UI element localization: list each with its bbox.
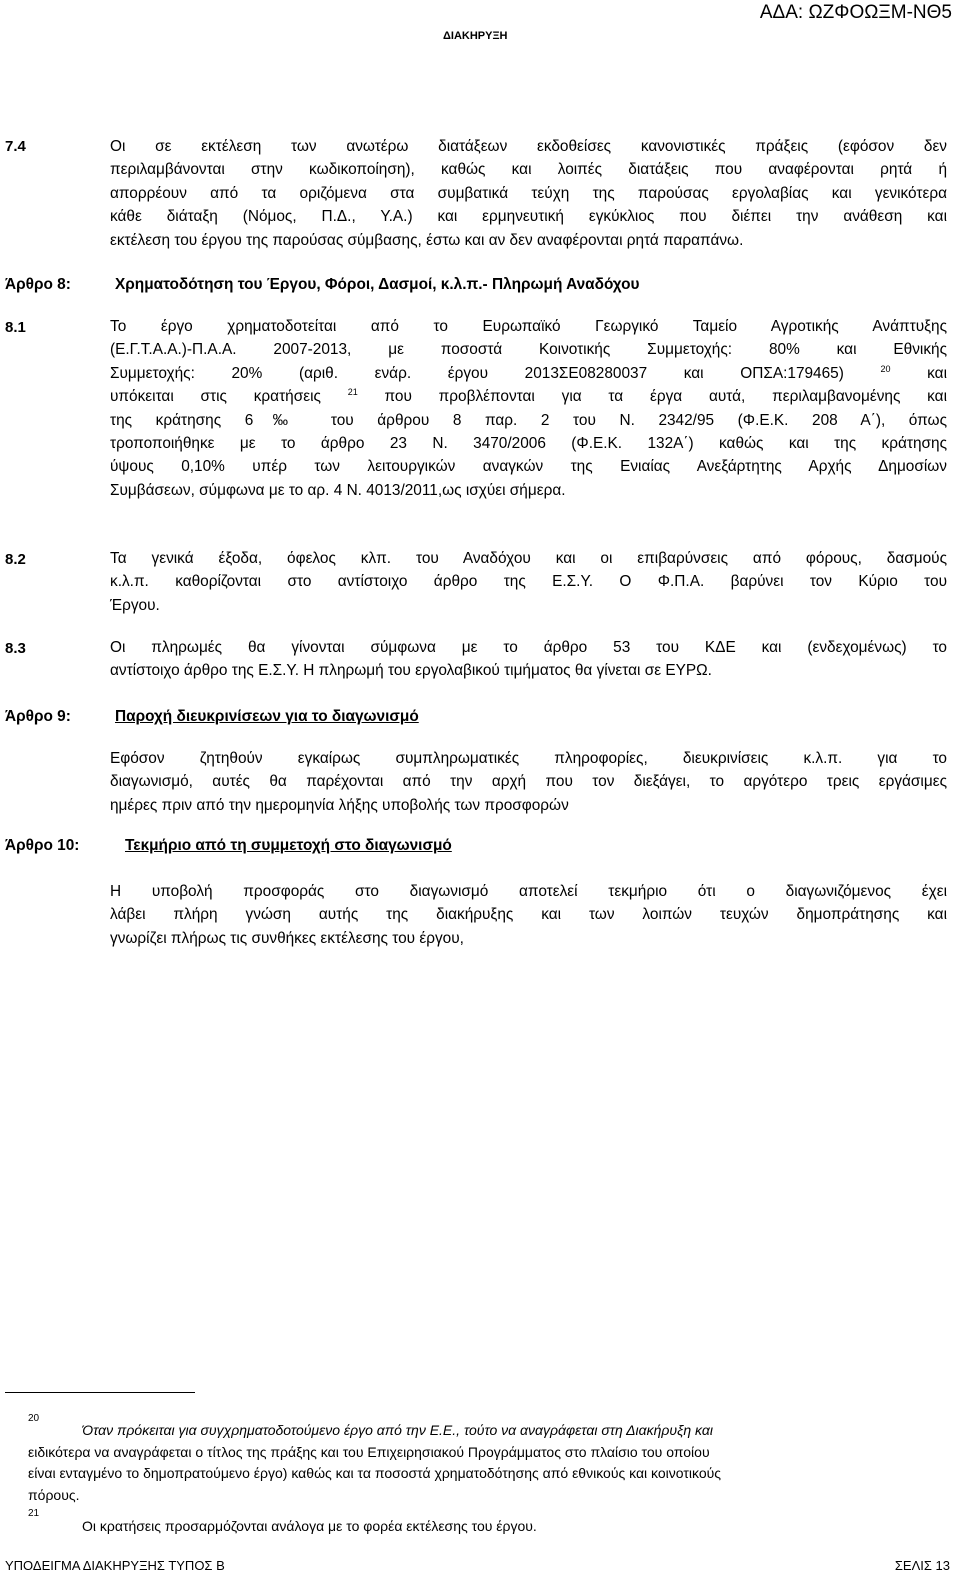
section-8-2-text [110, 547, 947, 617]
text-line: της κράτησης 6‰ του άρθρου 8 παρ. 2 του Ν. 2342/95 (Φ.Ε.Κ. 208 Α΄), όπως [110, 411, 947, 429]
text-line: αντίστοιχο άρθρο της Ε.Σ.Υ. Η πληρωμή του εργολαβικού τιμήματος θα γίνεται σε ΕΥΡΩ. [110, 662, 712, 680]
article-9-text [110, 747, 947, 817]
section-number-7-4: 7.4 [5, 138, 26, 155]
section-number-8-2: 8.2 [5, 551, 26, 568]
text-line: Το έργο χρηματοδοτείται από το Ευρωπαϊκό Γεωργικό Ταμείο Αγροτικής Ανάπτυξης [110, 318, 947, 335]
footnote-line: ειδικότερα να αναγράφεται ο τίτλος της πράξης και του Επιχειρησιακού Προγράμματος στο πλαίσιο του οποίου [28, 1443, 710, 1460]
text-line: κ.λ.π. καθορίζονται στο αντίστοιχο άρθρο της Ε.Σ.Υ. Ο Φ.Π.Α. βαρύνει τον Κύριο του [110, 573, 947, 591]
footnote-line: πόρους. [28, 1486, 80, 1503]
article-9-title: Παροχή διευκρινίσεων για το διαγωνισμό [115, 708, 419, 725]
text-line: Οι πληρωμές θα γίνονται σύμφωνα με το άρθρο 53 του ΚΔΕ και (ενδεχομένως) το [110, 639, 947, 656]
text-line: ύψους 0,10% υπέρ των λειτουργικών αναγκών της Ενιαίας Ανεξάρτητης Αρχής Δημοσίων [110, 458, 947, 476]
text-line: λάβει πλήρη γνώση αυτής της διακήρυξης και των λοιπών τευχών δημοπράτησης και [110, 906, 947, 924]
footnote-21-number: 21 [28, 1508, 40, 1519]
text-line: τροποποιήθηκε με το άρθρο 23 Ν. 3470/2006 (Φ.Ε.Κ. 132Α΄) καθώς και της κράτησης [110, 435, 947, 453]
footnote-21-text [82, 1516, 902, 1538]
text-segment: που προβλέπονται για τα έργα αυτά, περιλαμβανομένης και [357, 388, 947, 406]
footnote-20-number: 20 [28, 1413, 40, 1424]
section-8-1-text [110, 315, 947, 502]
text-line [110, 385, 947, 408]
text-line: ημέρες πριν από την ημερομηνία λήξης υποβολής των προσφορών [110, 796, 569, 814]
document-kind: ΔΙΑΚΗΡΥΞΗ [443, 30, 508, 42]
text-line [110, 362, 947, 385]
article-10-title: Τεκμήριο από τη συμμετοχή στο διαγωνισμό [125, 837, 452, 854]
text-line: Η υποβολή προσφοράς στο διαγωνισμό αποτελεί τεκμήριο ότι ο διαγωνιζόμενος έχει [110, 883, 947, 900]
article-10-text [110, 880, 947, 950]
ada-code: ΑΔΑ: ΩΖΦΟΩΞΜ-ΝΘ5 [759, 2, 952, 23]
text-line: κάθε διάταξη (Νόμος, Π.Δ., Υ.Α.) και ερμηνευτική εγκύκλιος που διέπει την ανάθεση και [110, 208, 947, 226]
section-number-8-1: 8.1 [5, 319, 26, 336]
text-line: περιλαμβάνονται στην κωδικοποίηση), καθώς και λοιπές διατάξεις που αναφέρονται ρητά ή [110, 161, 947, 179]
text-line: διαγωνισμό, αυτές θα παρέχονται από την αρχή που τον διεξάγει, το αργότερο τρεις εργάσιμες [110, 773, 947, 791]
text-segment: και [890, 364, 947, 382]
text-line: γνωρίζει πλήρως τις συνθήκες εκτέλεσης του έργου, [110, 929, 464, 947]
section-8-3-text [110, 636, 947, 683]
section-7-4-text [110, 135, 947, 252]
text-line: Τα γενικά έξοδα, όφελος κλπ. του Αναδόχου και οι επιβαρύνσεις από φόρους, δασμούς [110, 550, 947, 567]
footnote-line: Οι κρατήσεις προσαρμόζονται ανάλογα με το φορέα εκτέλεσης του έργου. [82, 1518, 537, 1534]
article-8-label: Άρθρο 8: [5, 276, 71, 293]
footnote-20-text [28, 1420, 948, 1506]
text-segment: Συμμετοχής: 20% (αριθ. ενάρ. έργου 2013ΣΕ08280037 και ΟΠΣΑ:179465) [110, 364, 844, 382]
text-line: εκτέλεση του έργου της παρούσας σύμβασης, έστω και αν δεν αναφέρονται ρητά παραπάνω. [110, 231, 744, 249]
text-line: Εφόσον ζητηθούν εγκαίρως συμπληρωματικές πληροφορίες, διευκρινίσεις κ.λ.π. για το [110, 750, 947, 767]
footnote-line: είναι ενταγμένο το δημοπρατούμενο έργο) καθώς και τα ποσοστά χρηματοδότησης από εθνικούς και κοινοτικούς [28, 1465, 722, 1481]
footnote-line: Όταν πρόκειται για συγχρηματοδοτούμενο έργο από την Ε.Ε., τούτο να αναγράφεται στη Διακήρυξη και [82, 1422, 713, 1438]
text-line: Οι σε εκτέλεση των ανωτέρω διατάξεων εκδοθείσες κανονιστικές πράξεις (εφόσον δεν [110, 138, 947, 155]
text-line: (Ε.Γ.Τ.Α.Α.)-Π.Α.Α. 2007-2013, με ποσοστά Κοινοτικής Συμμετοχής: 80% και Εθνικής [110, 341, 947, 359]
footnote-separator [5, 1392, 195, 1393]
footnote-ref-20: 20 [880, 363, 891, 374]
text-line: Έργου. [110, 596, 160, 614]
footer-page-number: ΣΕΛΙΣ 13 [894, 1558, 950, 1573]
footnote-ref-21: 21 [347, 387, 358, 398]
text-line: Συμβάσεων, σύμφωνα με το αρ. 4 Ν. 4013/2011,ως ισχύει σήμερα. [110, 481, 566, 499]
text-line: απορρέουν από τα οριζόμενα στα συμβατικά τεύχη της παρούσας εργολαβίας και γενικότερα [110, 184, 947, 202]
section-number-8-3: 8.3 [5, 640, 26, 657]
article-8-title: Χρηματοδότηση του Έργου, Φόροι, Δασμοί, κ.λ.π.- Πληρωμή Αναδόχου [115, 276, 640, 293]
article-9-label: Άρθρο 9: [5, 708, 71, 725]
footer-template-title: ΥΠΟΔΕΙΓΜΑ ΔΙΑΚΗΡΥΞΗΣ ΤΥΠΟΣ Β [5, 1558, 225, 1573]
article-10-label: Άρθρο 10: [5, 837, 80, 854]
text-segment: υπόκειται στις κρατήσεις [110, 388, 321, 406]
